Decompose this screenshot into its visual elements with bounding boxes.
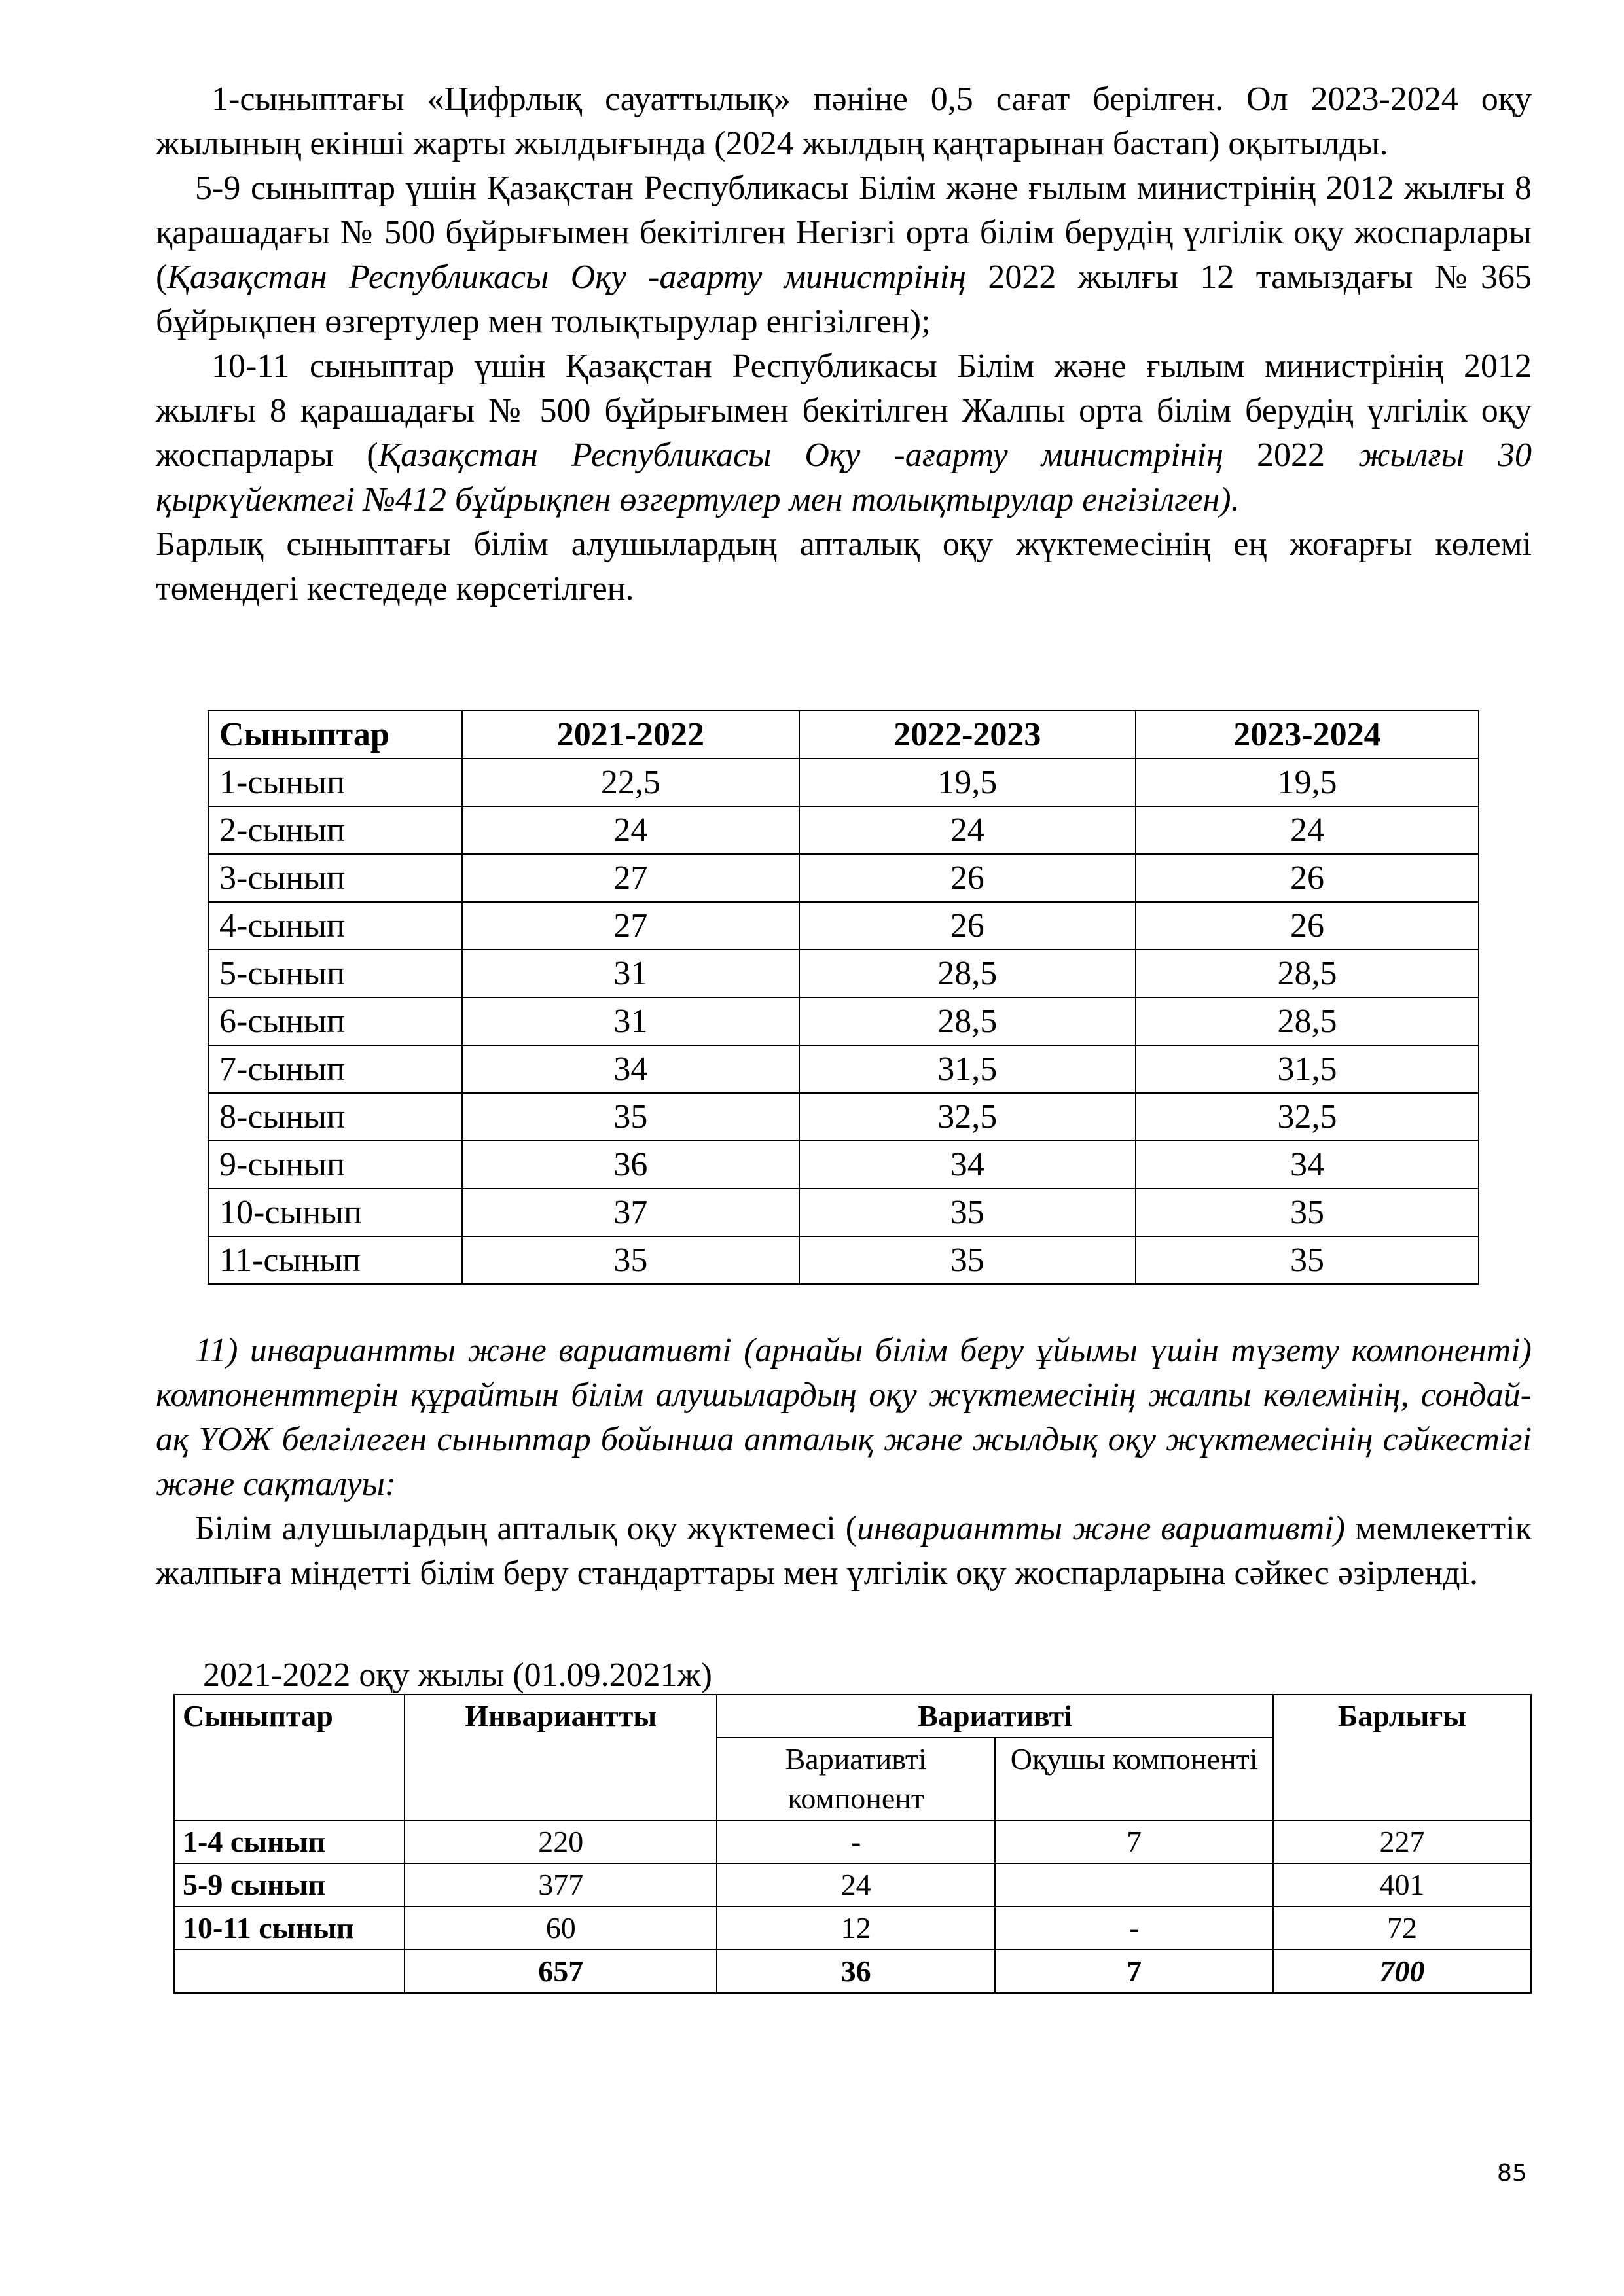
table-cell: 24 xyxy=(717,1863,995,1907)
table-cell: 26 xyxy=(799,902,1136,950)
table-cell: 1-4 сынып xyxy=(174,1820,405,1863)
table-cell: 401 xyxy=(1273,1863,1531,1907)
table-row xyxy=(208,759,1479,806)
table-cell: 31 xyxy=(462,997,799,1045)
paragraph-grades-5-9 xyxy=(156,166,1532,344)
table-row xyxy=(174,1820,1531,1863)
paragraph-weekly-load-intro: Барлық сыныптағы білім алушылардың апталық оқу жүктемесінің ең жоғарғы көлемі төмендегі кестедеде көрсетілген. xyxy=(156,526,1532,607)
table-cell: 36 xyxy=(462,1141,799,1189)
table-row xyxy=(174,1863,1531,1907)
p2-text-italic: Қазақстан Республикасы Оқу -ағарту министрінің xyxy=(167,259,966,296)
paragraph-grades-10-11 xyxy=(156,344,1532,522)
table-cell: 377 xyxy=(405,1863,717,1907)
table-cell: 220 xyxy=(405,1820,717,1863)
table-cell: 35 xyxy=(799,1189,1136,1236)
table-cell: 11-сынып xyxy=(208,1236,462,1284)
table-cell: 31 xyxy=(462,950,799,997)
p2-text-b: 2022 жылғы 12 тамыздағы №365 бұйрықпен өзгертулер мен толықтырулар енгізілген); xyxy=(156,259,1532,340)
table-cell: 26 xyxy=(1136,854,1479,902)
table-row xyxy=(208,1045,1479,1093)
p3-text-italic-c: жылғы 30 қыркүйектегі №412 бұйрықпен өзгертулер мен толықтырулар енгізілген). xyxy=(156,437,1532,518)
table-row xyxy=(208,1236,1479,1284)
table-cell: 34 xyxy=(799,1141,1136,1189)
table-cell: 34 xyxy=(1136,1141,1479,1189)
table-cell: 31,5 xyxy=(1136,1045,1479,1093)
total-variative-component: 36 xyxy=(717,1950,995,1993)
header-year-2023-2024: 2023-2024 xyxy=(1136,711,1479,759)
table-cell: - xyxy=(995,1907,1273,1950)
table-cell: 35 xyxy=(799,1236,1136,1284)
table-cell: 26 xyxy=(1136,902,1479,950)
table-cell: 32,5 xyxy=(1136,1093,1479,1141)
table-row xyxy=(208,950,1479,997)
header-classes: Сыныптар xyxy=(174,1695,405,1820)
table-cell: 12 xyxy=(717,1907,995,1950)
table-cell: 7 xyxy=(995,1820,1273,1863)
table-cell: 32,5 xyxy=(799,1093,1136,1141)
paragraph-weekly-load-standards xyxy=(156,1507,1532,1596)
table2-caption: 2021-2022 оқу жылы (01.09.2021ж) xyxy=(203,1657,712,1694)
table-row xyxy=(208,854,1479,902)
header-year-2021-2022: 2021-2022 xyxy=(462,711,799,759)
p2-text-a: 5-9 сыныптар үшін Қазақстан Республикасы Білім және ғылым министрінің 2012 жылғы 8 қарашадағы № 500 бұйрығымен бекітілген Негізгі орта білім берудің үлгілік оқу жоспарлары ( xyxy=(156,170,1532,296)
table-cell: 24 xyxy=(1136,806,1479,854)
table-cell: 35 xyxy=(462,1236,799,1284)
table-cell: 28,5 xyxy=(799,950,1136,997)
table-cell: 5-9 сынып xyxy=(174,1863,405,1907)
grand-total: 700 xyxy=(1273,1950,1531,1993)
paragraph-digital-literacy: 1-сыныптағы «Цифрлық сауаттылық» пәніне 0,5 сағат берілген. Ол 2023-2024 оқу жылының екінші жарты жылдығында (2024 жылдың қаңтарынан бастап) оқытылды. xyxy=(156,81,1532,162)
p3-text-italic: Қазақстан Республикасы Оқу -ағарту министрінің xyxy=(378,437,1223,474)
table-cell: 37 xyxy=(462,1189,799,1236)
table-row xyxy=(208,1093,1479,1141)
header-invariant: Инвариантты xyxy=(405,1695,717,1820)
table-cell: 72 xyxy=(1273,1907,1531,1950)
table-cell: 22,5 xyxy=(462,759,799,806)
load-components-table xyxy=(173,1694,1532,1994)
p3-text-a: 10-11 сыныптар үшін Қазақстан Республикасы Білім және ғылым министрінің 2012 жылғы 8 қарашадағы № 500 бұйрығымен бекітілген Жалпы орта білім берудің үлгілік оқу жоспарлары ( xyxy=(156,348,1532,474)
total-invariant: 657 xyxy=(405,1950,717,1993)
table-row xyxy=(208,902,1479,950)
text-block-top xyxy=(156,77,1532,611)
table-cell: 27 xyxy=(462,902,799,950)
p6-text-a: Білім алушылардың апталық оқу жүктемесі ( xyxy=(195,1510,857,1547)
table-header-row xyxy=(208,711,1479,759)
table-cell: 34 xyxy=(462,1045,799,1093)
table-cell xyxy=(995,1863,1273,1907)
header-total: Барлығы xyxy=(1273,1695,1531,1820)
table-cell: 227 xyxy=(1273,1820,1531,1863)
paragraph-item-11: 11) инвариантты және вариативті (арнайы білім беру ұйымы үшін түзету компоненті) компоненттерін құрайтын білім алушылардың оқу жүктемесінің жалпы көлемінің, сондай-ақ ҮОЖ белгілеген сыныптар бойынша апталық және жылдық оқу жүктемесінің сәйкестігі және сақталуы: xyxy=(156,1332,1532,1503)
table-cell xyxy=(174,1950,405,1993)
table-row xyxy=(208,1141,1479,1189)
table-cell: 24 xyxy=(799,806,1136,854)
table-total-row xyxy=(174,1950,1531,1993)
table-cell: 9-сынып xyxy=(208,1141,462,1189)
table-cell: 27 xyxy=(462,854,799,902)
table-cell: 35 xyxy=(1136,1189,1479,1236)
p6-text-b: мемлекеттік жалпыға міндетті білім беру стандарттары мен үлгілік оқу жоспарларына сәйкес әзірленді. xyxy=(156,1510,1532,1592)
table-cell: 10-сынып xyxy=(208,1189,462,1236)
header-student-component: Оқушы компоненті xyxy=(995,1738,1273,1820)
table-cell: 26 xyxy=(799,854,1136,902)
header-variative: Вариативті xyxy=(717,1695,1273,1738)
table-cell: 31,5 xyxy=(799,1045,1136,1093)
p6-text-italic: инвариантты және вариативті) xyxy=(857,1510,1345,1547)
table-row xyxy=(208,997,1479,1045)
table-cell: 19,5 xyxy=(1136,759,1479,806)
table-cell: 4-сынып xyxy=(208,902,462,950)
table-cell: 7-сынып xyxy=(208,1045,462,1093)
p3-text-b: 2022 xyxy=(1223,437,1359,474)
header-classes: Сыныптар xyxy=(208,711,462,759)
table-cell: 60 xyxy=(405,1907,717,1950)
table-cell: 35 xyxy=(1136,1236,1479,1284)
table-cell: 10-11 сынып xyxy=(174,1907,405,1950)
table-row xyxy=(208,806,1479,854)
table-row xyxy=(174,1907,1531,1950)
table-row xyxy=(208,1189,1479,1236)
table-cell: 6-сынып xyxy=(208,997,462,1045)
table-cell: 19,5 xyxy=(799,759,1136,806)
weekly-load-table xyxy=(208,710,1479,1285)
total-student-component: 7 xyxy=(995,1950,1273,1993)
header-variative-component: Вариативті компонент xyxy=(717,1738,995,1820)
text-block-bottom xyxy=(156,1329,1532,1596)
table-cell: 28,5 xyxy=(799,997,1136,1045)
table-header-row xyxy=(174,1695,1531,1738)
table-cell: 35 xyxy=(462,1093,799,1141)
table-cell: 5-сынып xyxy=(208,950,462,997)
table-cell: 2-сынып xyxy=(208,806,462,854)
table-cell: - xyxy=(717,1820,995,1863)
table-cell: 28,5 xyxy=(1136,997,1479,1045)
table-cell: 3-сынып xyxy=(208,854,462,902)
table-cell: 8-сынып xyxy=(208,1093,462,1141)
header-year-2022-2023: 2022-2023 xyxy=(799,711,1136,759)
page-number: 85 xyxy=(1497,2160,1527,2187)
table-cell: 24 xyxy=(462,806,799,854)
table-cell: 1-сынып xyxy=(208,759,462,806)
table-cell: 28,5 xyxy=(1136,950,1479,997)
